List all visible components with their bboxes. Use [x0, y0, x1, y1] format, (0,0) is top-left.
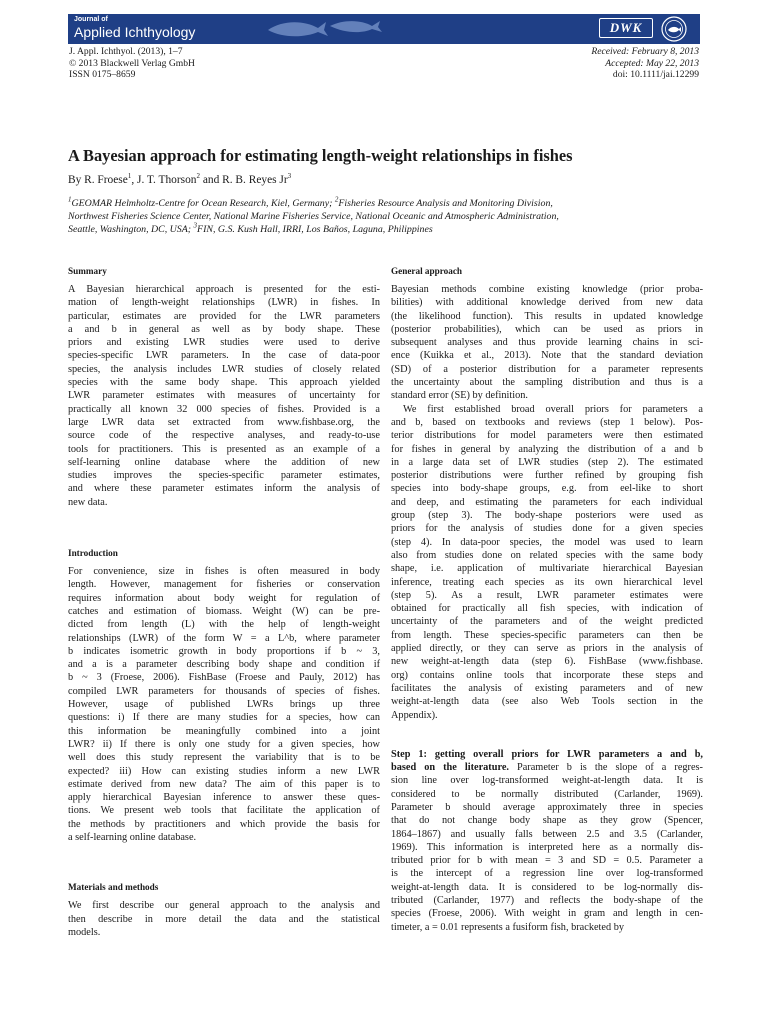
- text-line: in a large data set of LWR studies (step 2). The estimated: [391, 456, 703, 468]
- text-line: We first established broad overall priors for parameters a: [403, 403, 703, 415]
- step1-heading: Step 1: getting overall priors for LWR parameters a and b,: [391, 748, 703, 760]
- methods-paragraph: [68, 899, 380, 939]
- seal-icon: [660, 15, 688, 43]
- text-line: tributed (Carlander, 1977) and reflects the body-shape of the: [391, 895, 703, 907]
- author-2-affil: 2: [196, 172, 200, 181]
- text-line: mation of length-weight relationships (LWR) in fishes. In: [68, 297, 380, 309]
- text-line: apply hierarchical Bayesian inference to answer these ques-: [68, 792, 380, 804]
- affiliation-line: $^1$GEOMAR Helmholtz-Centre for Ocean Research, Kiel, Germany; $^2$Fisheries Resource Analysis and Monitoring Division,: [68, 195, 553, 209]
- text-line: tributed prior for b with mean = 3 and SD = 0.5. Parameter a: [391, 855, 703, 867]
- text-line: source code of the respective analyses, and ready-to-use: [68, 430, 380, 442]
- text-line: facilitates the analysis of existing parameters and of new: [391, 682, 703, 694]
- text-line: that do not change body shape as they grow (Spencer,: [391, 815, 703, 827]
- text-line: species into body-shape groups, e.g. from eel-like to short: [391, 483, 703, 495]
- text-line: species-specific LWR parameters. In the case of data-poor: [68, 350, 380, 362]
- text-line: dicted from length (L) with the help of length-weight: [68, 619, 380, 631]
- step1-heading-cont: based on the literature. Parameter b is the slope of a regres-: [391, 762, 703, 774]
- text-line: tools for practitioners. This is presented as an example of a: [68, 443, 380, 455]
- text-line: Parameter b should average approximately three in species: [391, 801, 703, 813]
- text-line: 1864–1867) and usually falls between 2.5 and 3.5 (Carlander,: [391, 828, 703, 840]
- text-line: from length. These species-specific parameters can then be: [391, 629, 703, 641]
- text-line: species (Froese, 2006). With weight in gram and length in cen-: [391, 908, 703, 920]
- dates-block: [591, 46, 699, 81]
- text-line: shape, i.e. application of multivariate hierarchical Bayesian: [391, 563, 703, 575]
- text-line: 1969). This information is interpreted here as a normally dis-: [391, 841, 703, 853]
- text-line: species, the analysis includes LWR studies of closely related: [68, 363, 380, 375]
- journal-title-big: Applied Ichthyology: [74, 24, 196, 40]
- left-column: [68, 266, 380, 939]
- text-line: for fishes in general by analyzing the distribution of a and b: [391, 443, 703, 455]
- text-line: and deep, and estimating the parameters for each individual: [391, 496, 703, 508]
- journal-banner: [68, 14, 700, 44]
- right-column: [391, 266, 703, 934]
- text-line: ence (Kuikka et al., 2013). Note that the standard deviation: [391, 350, 703, 362]
- author-1-affil: 1: [127, 172, 132, 181]
- text-line: subsequent analyses and thus provide learning chains in sci-: [391, 337, 703, 349]
- introduction-heading: Introduction: [68, 548, 118, 559]
- affiliation-line: Northwest Fisheries Science Center, National Marine Fisheries Service, National Oceanic and Atmospheric Administration,: [68, 211, 559, 222]
- text-line: Appendix).: [391, 709, 438, 721]
- text-line: uncertainty of the parameters and of the weight predicted: [391, 616, 703, 628]
- text-line: large LWR data set extracted from www.fishbase.org, the: [68, 416, 380, 428]
- general-approach-paragraph-2: [391, 403, 703, 722]
- text-line: (step 5). As a result, LWR parameter estimates were: [391, 589, 703, 601]
- text-line: requires information about body weight for regulation of: [68, 592, 380, 604]
- text-line: models.: [68, 926, 101, 938]
- text-line: weight-at-length data. It is considered to be log-normally dis-: [391, 881, 703, 893]
- text-line: inference, treating each species as its own hierarchical level: [391, 576, 703, 588]
- publisher-logo: DWK: [599, 18, 653, 38]
- summary-paragraph: [68, 283, 380, 509]
- text-line: self-learning online database where the addition of new: [68, 456, 380, 468]
- text-line: sion line over log-transformed weight-at-length data. It is: [391, 775, 703, 787]
- text-line: is the intercept of a regression line over log-transformed: [391, 868, 703, 880]
- text-line: Bayesian methods combine existing knowledge (prior proba-: [391, 284, 703, 295]
- text-line: bilities) with additional knowledge derived from new data: [391, 297, 703, 309]
- methods-heading: Materials and methods: [68, 882, 159, 893]
- author-3: and R. B. Reyes Jr: [200, 174, 288, 186]
- doi: doi: 10.1111/jai.12299: [612, 69, 699, 80]
- text-line: priors and existing LWR studies were used to derive: [68, 337, 380, 349]
- text-line: species with the same body shape. This approach yielded: [68, 377, 380, 389]
- text-line: priors for the analysis of studies done for a given species: [391, 523, 703, 535]
- accepted-date: Accepted: May 22, 2013: [605, 57, 699, 69]
- text-line: applied directly, or they can serve as priors in the analysis of: [391, 643, 703, 655]
- text-line: (posterior probabilities), which can be used as priors in: [391, 323, 703, 335]
- text-line: org) contains online tools that incorporate these steps and: [391, 669, 703, 681]
- general-approach-paragraph-1: [391, 283, 703, 403]
- citation: J. Appl. Ichthyol. (2013), 1–7: [69, 46, 183, 57]
- text-line: terior distributions for model parameters were then estimated: [391, 430, 703, 442]
- text-line: b indicates isometric growth in body proportions if b ~ 3,: [68, 645, 380, 657]
- text-line: We first describe our general approach to the analysis and: [68, 900, 380, 912]
- text-line: (SD) of a posterior distribution for a parameter represents: [391, 363, 703, 375]
- citation-block: [69, 46, 195, 81]
- fish-icon: [264, 16, 394, 42]
- text-line: the uncertainty about the sampling distribution and thus is a: [391, 377, 703, 389]
- text-line: new weight-at-length data (step 6). FishBase (www.fishbase.: [391, 656, 703, 668]
- text-line: (the likelihood function). This results in updated knowledge: [391, 310, 703, 322]
- author-2: , J. T. Thorson: [131, 174, 197, 186]
- text-line: new data.: [68, 496, 108, 508]
- general-approach-heading: General approach: [391, 266, 463, 276]
- received-date: Received: February 8, 2013: [591, 46, 699, 57]
- text-line: group (step 3). The body-shape posteriors were used as: [391, 510, 703, 522]
- text-line: expected? iii) How can existing studies inform a new LWR: [68, 765, 380, 777]
- text-line: a self-learning online database.: [68, 831, 197, 843]
- affiliations: [68, 197, 704, 236]
- affiliation-line: Seattle, Washington, DC, USA; $^3$FIN, G.S. Kush Hall, IRRI, Los Baños, Laguna, Philippines: [68, 221, 433, 235]
- text-line: obtained for practically all fish species, with indication of: [391, 603, 703, 615]
- text-line: this information be meaningfully combined into a joint: [68, 725, 380, 737]
- journal-title: [74, 16, 195, 39]
- text-line: and b, based on textbooks and reviews (step 1 below). Pos-: [391, 416, 703, 428]
- text-line: studies improves the species-specific parameter estimates,: [68, 470, 380, 482]
- text-line: compiled LWR parameters for thousands of species of fishes.: [68, 685, 380, 697]
- text-line: catches and estimation of biomass. Weight (W) can be pre-: [68, 605, 380, 617]
- author-1: By R. Froese: [68, 174, 128, 186]
- text-line: also from studies done on related species with the same body: [391, 549, 703, 561]
- text-line: the methods by practitioners and which provide the basis for: [68, 818, 380, 830]
- text-line: length. However, management for fisheries or conservation: [68, 579, 380, 591]
- text-line: estimate derived from new data? The aim of this paper is to: [68, 778, 380, 790]
- text-line: standard error (SE) by definition.: [391, 390, 528, 402]
- text-line: b ~ 3 (Froese, 2006). FishBase (Froese and Pauly, 2012) has: [68, 672, 380, 684]
- text-line: LWR parameter estimates with measures of uncertainty for: [68, 390, 380, 402]
- journal-title-small: Journal of: [74, 16, 108, 23]
- text-line: However, usage of published LWRs brings up three: [68, 699, 380, 711]
- text-line: questions: i) If there are many studies for a species, how can: [68, 712, 380, 724]
- introduction-paragraph: [68, 565, 380, 844]
- step1-paragraph: [391, 748, 703, 934]
- issn: ISSN 0175–8659: [69, 69, 136, 80]
- summary-heading: Summary: [68, 266, 107, 276]
- text-line: and a is a parameter describing body shape and condition if: [68, 659, 380, 671]
- text-line: For convenience, size in fishes is often measured in body: [68, 566, 380, 578]
- text-line: a and b in general as well as by body shape. These: [68, 323, 380, 335]
- text-line: weight-at-length data (see also Web Tools section in the: [391, 696, 703, 708]
- author-line: [68, 174, 291, 186]
- text-line: relationships (LWR) of the form W = a L^b, where parameter: [68, 632, 380, 644]
- text-line: and where these parameter estimates inform the analysis of: [68, 483, 380, 495]
- text-line: considered to be normally distributed (Carlander, 1969).: [391, 788, 703, 800]
- text-line: then describe in more detail the data and the statistical: [68, 913, 380, 925]
- text-line: well does this study represent the variability that is to be: [68, 752, 380, 764]
- text-line: (step 4). In data-poor species, the model was used to learn: [391, 536, 703, 548]
- text-line: posterior distributions were further refined by grouping fish: [391, 470, 703, 482]
- text-line: LWR? ii) If there is only one study for a given species, how: [68, 738, 380, 750]
- text-line: timeter, a = 0.01 represents a fusiform fish, bracketed by: [391, 921, 624, 933]
- article-title: A Bayesian approach for estimating length-weight relationships in fishes: [68, 146, 573, 165]
- author-3-affil: 3: [287, 172, 292, 181]
- text-line: A Bayesian hierarchical approach is presented for the esti-: [68, 284, 380, 295]
- text-line: practically all known 32 000 species of fishes. Provided is a: [68, 403, 380, 415]
- copyright: © 2013 Blackwell Verlag GmbH: [69, 57, 195, 69]
- text-line: particular, estimates are provided for the LWR parameters: [68, 310, 380, 322]
- text-line: tions. We present web tools that facilitate the application of: [68, 805, 380, 817]
